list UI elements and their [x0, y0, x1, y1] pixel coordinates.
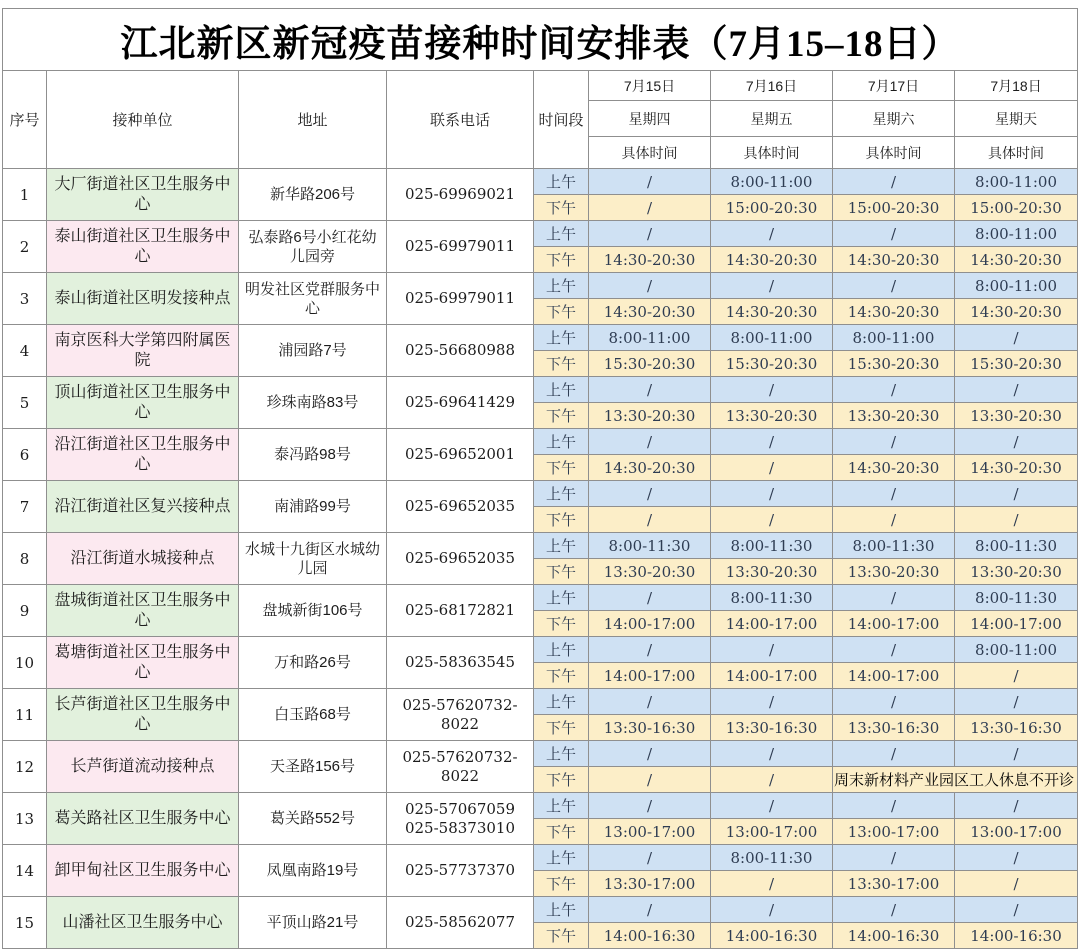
unit-cell: 长芦街道社区卫生服务中心 [47, 689, 239, 741]
time-cell: 13:00-17:00 [589, 819, 711, 845]
time-cell: 13:30-20:30 [711, 559, 833, 585]
time-cell: 13:30-20:30 [589, 403, 711, 429]
time-cell: 13:30-20:30 [955, 559, 1078, 585]
unit-cell: 长芦街道流动接种点 [47, 741, 239, 793]
time-cell: / [955, 741, 1078, 767]
phone-cell [387, 169, 534, 221]
header-period: 时间段 [534, 71, 589, 169]
time-cell: 8:00-11:30 [711, 845, 833, 871]
phone-number: 025-69652035 [404, 549, 516, 567]
time-cell: 8:00-11:00 [833, 325, 955, 351]
phone-number: 025-69979011 [404, 237, 516, 255]
seq-cell: 15 [3, 897, 47, 949]
seq-cell: 6 [3, 429, 47, 481]
time-cell: 14:30-20:30 [833, 299, 955, 325]
period-cell-afternoon: 下午 [534, 247, 589, 273]
time-cell: 14:30-20:30 [589, 247, 711, 273]
period-cell-afternoon: 下午 [534, 715, 589, 741]
phone-number: 025-69652001 [404, 445, 516, 463]
time-cell: 14:00-16:30 [711, 923, 833, 949]
time-cell: 8:00-11:00 [955, 221, 1078, 247]
time-cell: 13:30-20:30 [589, 559, 711, 585]
address-cell: 浦园路7号 [239, 325, 387, 377]
time-cell: / [833, 377, 955, 403]
time-cell: / [589, 273, 711, 299]
table-row [3, 897, 1078, 923]
phone-cell [387, 533, 534, 585]
time-cell: / [589, 507, 711, 533]
time-cell: / [589, 793, 711, 819]
time-cell: / [711, 481, 833, 507]
period-cell-morning: 上午 [534, 793, 589, 819]
phone-number: 025-68172821 [404, 601, 516, 619]
seq-cell: 8 [3, 533, 47, 585]
phone-cell [387, 689, 534, 741]
time-cell: 14:00-17:00 [589, 611, 711, 637]
time-cell: / [833, 429, 955, 455]
address-cell: 泰冯路98号 [239, 429, 387, 481]
time-cell: 14:00-17:00 [711, 663, 833, 689]
phone-number: 025-69979011 [404, 289, 516, 307]
time-cell: 15:30-20:30 [711, 351, 833, 377]
period-cell-morning: 上午 [534, 897, 589, 923]
seq-cell: 12 [3, 741, 47, 793]
time-cell: 14:00-16:30 [833, 923, 955, 949]
address-cell: 平顶山路21号 [239, 897, 387, 949]
time-cell: / [589, 845, 711, 871]
time-cell: 8:00-11:00 [955, 637, 1078, 663]
time-cell: / [955, 377, 1078, 403]
time-cell: 13:30-20:30 [833, 559, 955, 585]
time-cell: / [711, 637, 833, 663]
table-row [3, 793, 1078, 819]
time-cell: / [955, 689, 1078, 715]
time-cell: 15:00-20:30 [711, 195, 833, 221]
period-cell-morning: 上午 [534, 689, 589, 715]
period-cell-afternoon: 下午 [534, 351, 589, 377]
unit-cell: 沿江街道水城接种点 [47, 533, 239, 585]
unit-cell: 泰山街道社区卫生服务中心 [47, 221, 239, 273]
time-cell: 14:00-17:00 [711, 611, 833, 637]
time-cell: / [955, 793, 1078, 819]
phone-cell [387, 377, 534, 429]
period-cell-afternoon: 下午 [534, 455, 589, 481]
time-cell: 13:00-17:00 [833, 819, 955, 845]
time-cell: / [711, 793, 833, 819]
time-cell: / [589, 221, 711, 247]
seq-cell: 7 [3, 481, 47, 533]
unit-cell: 顶山街道社区卫生服务中心 [47, 377, 239, 429]
header-time-label-1: 具体时间 [589, 137, 711, 169]
unit-cell: 沿江街道社区复兴接种点 [47, 481, 239, 533]
table-row [3, 637, 1078, 663]
table-row [3, 273, 1078, 299]
time-cell: 8:00-11:30 [711, 585, 833, 611]
unit-cell: 泰山街道社区明发接种点 [47, 273, 239, 325]
phone-number: 025-69652035 [404, 497, 516, 515]
time-cell: / [589, 195, 711, 221]
table-row [3, 585, 1078, 611]
seq-cell: 10 [3, 637, 47, 689]
time-cell: 13:00-17:00 [955, 819, 1078, 845]
header-time-label-3: 具体时间 [833, 137, 955, 169]
period-cell-morning: 上午 [534, 637, 589, 663]
address-cell: 凤凰南路19号 [239, 845, 387, 897]
address-cell: 南浦路99号 [239, 481, 387, 533]
phone-cell [387, 221, 534, 273]
time-cell: / [833, 793, 955, 819]
time-cell: / [711, 455, 833, 481]
time-cell: / [955, 845, 1078, 871]
phone-cell [387, 429, 534, 481]
phone-cell [387, 585, 534, 637]
time-cell: / [711, 377, 833, 403]
unit-cell: 卸甲甸社区卫生服务中心 [47, 845, 239, 897]
period-cell-morning: 上午 [534, 169, 589, 195]
time-cell: / [833, 481, 955, 507]
period-cell-afternoon: 下午 [534, 195, 589, 221]
table-row [3, 845, 1078, 871]
time-cell: / [589, 637, 711, 663]
address-cell: 白玉路68号 [239, 689, 387, 741]
period-cell-morning: 上午 [534, 325, 589, 351]
time-cell: / [711, 897, 833, 923]
time-cell: / [589, 689, 711, 715]
period-cell-afternoon: 下午 [534, 767, 589, 793]
time-cell: 14:30-20:30 [589, 299, 711, 325]
period-cell-afternoon: 下午 [534, 871, 589, 897]
seq-cell: 4 [3, 325, 47, 377]
table-row [3, 689, 1078, 715]
phone-number: 025-56680988 [404, 341, 516, 359]
phone-number: 025-57620732-8022 [402, 695, 518, 733]
time-cell: / [833, 169, 955, 195]
address-cell: 水城十九街区水城幼儿园 [239, 533, 387, 585]
time-cell: 8:00-11:00 [711, 325, 833, 351]
time-cell: 14:00-16:30 [589, 923, 711, 949]
phone-number: 025-58562077 [404, 913, 516, 931]
header-weekday-4: 星期天 [955, 101, 1078, 137]
time-cell: 8:00-11:30 [955, 585, 1078, 611]
page-title: 江北新区新冠疫苗接种时间安排表（7月15–18日） [3, 9, 1078, 71]
time-cell: 14:30-20:30 [955, 247, 1078, 273]
time-cell: / [711, 429, 833, 455]
period-cell-afternoon: 下午 [534, 559, 589, 585]
unit-cell: 南京医科大学第四附属医院 [47, 325, 239, 377]
time-cell: / [589, 377, 711, 403]
table-row [3, 221, 1078, 247]
time-cell: 8:00-11:00 [955, 273, 1078, 299]
time-cell: / [955, 897, 1078, 923]
address-cell: 新华路206号 [239, 169, 387, 221]
unit-cell: 盘城街道社区卫生服务中心 [47, 585, 239, 637]
table-row [3, 481, 1078, 507]
time-cell: / [833, 741, 955, 767]
time-cell: / [589, 481, 711, 507]
time-cell: 13:30-16:30 [955, 715, 1078, 741]
time-cell: / [589, 585, 711, 611]
table-row [3, 429, 1078, 455]
header-seq: 序号 [3, 71, 47, 169]
time-cell: / [833, 273, 955, 299]
time-cell: / [711, 689, 833, 715]
seq-cell: 3 [3, 273, 47, 325]
header-date-2: 7月16日 [711, 71, 833, 101]
time-cell: 13:30-20:30 [833, 403, 955, 429]
phone-number: 025-58363545 [404, 653, 516, 671]
time-cell: / [711, 507, 833, 533]
time-cell: 8:00-11:00 [711, 169, 833, 195]
time-cell: / [589, 429, 711, 455]
phone-number: 025-69969021 [404, 185, 516, 203]
header-weekday-1: 星期四 [589, 101, 711, 137]
time-cell: / [955, 481, 1078, 507]
time-cell: 14:30-20:30 [711, 299, 833, 325]
schedule-table [2, 8, 1078, 949]
phone-number: 025-57737370 [404, 861, 516, 879]
period-cell-morning: 上午 [534, 533, 589, 559]
period-cell-morning: 上午 [534, 845, 589, 871]
time-cell: 13:00-17:00 [711, 819, 833, 845]
period-cell-morning: 上午 [534, 273, 589, 299]
time-cell: 14:00-17:00 [833, 663, 955, 689]
period-cell-morning: 上午 [534, 481, 589, 507]
time-cell: / [833, 585, 955, 611]
unit-cell: 大厂街道社区卫生服务中心 [47, 169, 239, 221]
table-row [3, 741, 1078, 767]
time-cell: 14:30-20:30 [833, 247, 955, 273]
seq-cell: 14 [3, 845, 47, 897]
time-cell: 14:00-16:30 [955, 923, 1078, 949]
header-phone: 联系电话 [387, 71, 534, 169]
closed-note-cell: 周末新材料产业园区工人休息不开诊 [833, 767, 1078, 793]
address-cell: 万和路26号 [239, 637, 387, 689]
phone-cell [387, 793, 534, 845]
period-cell-afternoon: 下午 [534, 663, 589, 689]
time-cell: 15:30-20:30 [589, 351, 711, 377]
time-cell: 14:30-20:30 [955, 455, 1078, 481]
time-cell: 15:30-20:30 [833, 351, 955, 377]
time-cell: 13:30-16:30 [589, 715, 711, 741]
time-cell: / [589, 741, 711, 767]
time-cell: / [833, 221, 955, 247]
period-cell-afternoon: 下午 [534, 507, 589, 533]
unit-cell: 沿江街道社区卫生服务中心 [47, 429, 239, 481]
time-cell: 13:30-17:00 [589, 871, 711, 897]
time-cell: / [955, 663, 1078, 689]
phone-number: 025-69641429 [404, 393, 516, 411]
address-cell: 天圣路156号 [239, 741, 387, 793]
seq-cell: 2 [3, 221, 47, 273]
period-cell-morning: 上午 [534, 585, 589, 611]
time-cell: / [833, 507, 955, 533]
phone-cell [387, 741, 534, 793]
header-row-dates [3, 71, 1078, 101]
time-cell: / [589, 169, 711, 195]
time-cell: 14:30-20:30 [589, 455, 711, 481]
time-cell: 15:00-20:30 [955, 195, 1078, 221]
unit-cell: 葛塘街道社区卫生服务中心 [47, 637, 239, 689]
time-cell: 14:00-17:00 [589, 663, 711, 689]
header-date-1: 7月15日 [589, 71, 711, 101]
time-cell: / [711, 221, 833, 247]
time-cell: 14:30-20:30 [833, 455, 955, 481]
phone-cell [387, 481, 534, 533]
time-cell: / [711, 767, 833, 793]
address-cell: 盘城新街106号 [239, 585, 387, 637]
period-cell-afternoon: 下午 [534, 923, 589, 949]
unit-cell: 葛关路社区卫生服务中心 [47, 793, 239, 845]
time-cell: / [833, 637, 955, 663]
phone-cell [387, 273, 534, 325]
time-cell: / [711, 273, 833, 299]
header-weekday-3: 星期六 [833, 101, 955, 137]
time-cell: / [833, 897, 955, 923]
address-cell: 明发社区党群服务中心 [239, 273, 387, 325]
phone-number: 025-58373010 [404, 818, 516, 837]
time-cell: / [955, 871, 1078, 897]
time-cell: 8:00-11:30 [589, 533, 711, 559]
table-row [3, 169, 1078, 195]
header-weekday-2: 星期五 [711, 101, 833, 137]
time-cell: 8:00-11:30 [833, 533, 955, 559]
time-cell: 13:30-20:30 [711, 403, 833, 429]
seq-cell: 13 [3, 793, 47, 845]
seq-cell: 5 [3, 377, 47, 429]
seq-cell: 1 [3, 169, 47, 221]
time-cell: / [589, 897, 711, 923]
title-row [3, 9, 1078, 71]
time-cell: / [833, 845, 955, 871]
time-cell: 14:30-20:30 [955, 299, 1078, 325]
period-cell-afternoon: 下午 [534, 819, 589, 845]
time-cell: 15:00-20:30 [833, 195, 955, 221]
phone-number: 025-57067059 [404, 799, 516, 818]
address-cell: 弘泰路6号小红花幼儿园旁 [239, 221, 387, 273]
time-cell: / [589, 767, 711, 793]
time-cell: 13:30-16:30 [833, 715, 955, 741]
time-cell: 14:00-17:00 [955, 611, 1078, 637]
time-cell: 13:30-17:00 [833, 871, 955, 897]
time-cell: 8:00-11:30 [955, 533, 1078, 559]
header-time-label-2: 具体时间 [711, 137, 833, 169]
time-cell: 8:00-11:30 [711, 533, 833, 559]
phone-cell [387, 897, 534, 949]
time-cell: 8:00-11:00 [589, 325, 711, 351]
time-cell: / [711, 741, 833, 767]
seq-cell: 11 [3, 689, 47, 741]
time-cell: 14:30-20:30 [711, 247, 833, 273]
header-unit: 接种单位 [47, 71, 239, 169]
phone-number: 025-57620732-8022 [402, 747, 518, 785]
time-cell: 13:30-20:30 [955, 403, 1078, 429]
period-cell-afternoon: 下午 [534, 403, 589, 429]
time-cell: 14:00-17:00 [833, 611, 955, 637]
period-cell-morning: 上午 [534, 429, 589, 455]
time-cell: 15:30-20:30 [955, 351, 1078, 377]
address-cell: 珍珠南路83号 [239, 377, 387, 429]
period-cell-morning: 上午 [534, 221, 589, 247]
header-address: 地址 [239, 71, 387, 169]
address-cell: 葛关路552号 [239, 793, 387, 845]
time-cell: 13:30-16:30 [711, 715, 833, 741]
table-row [3, 325, 1078, 351]
period-cell-morning: 上午 [534, 377, 589, 403]
unit-cell: 山潘社区卫生服务中心 [47, 897, 239, 949]
header-date-4: 7月18日 [955, 71, 1078, 101]
table-row [3, 377, 1078, 403]
time-cell: / [955, 429, 1078, 455]
phone-cell [387, 637, 534, 689]
time-cell: 8:00-11:00 [955, 169, 1078, 195]
time-cell: / [711, 871, 833, 897]
header-time-label-4: 具体时间 [955, 137, 1078, 169]
header-date-3: 7月17日 [833, 71, 955, 101]
period-cell-afternoon: 下午 [534, 611, 589, 637]
phone-cell [387, 325, 534, 377]
time-cell: / [955, 507, 1078, 533]
seq-cell: 9 [3, 585, 47, 637]
time-cell: / [955, 325, 1078, 351]
phone-cell [387, 845, 534, 897]
time-cell: / [833, 689, 955, 715]
table-row [3, 533, 1078, 559]
period-cell-afternoon: 下午 [534, 299, 589, 325]
period-cell-morning: 上午 [534, 741, 589, 767]
